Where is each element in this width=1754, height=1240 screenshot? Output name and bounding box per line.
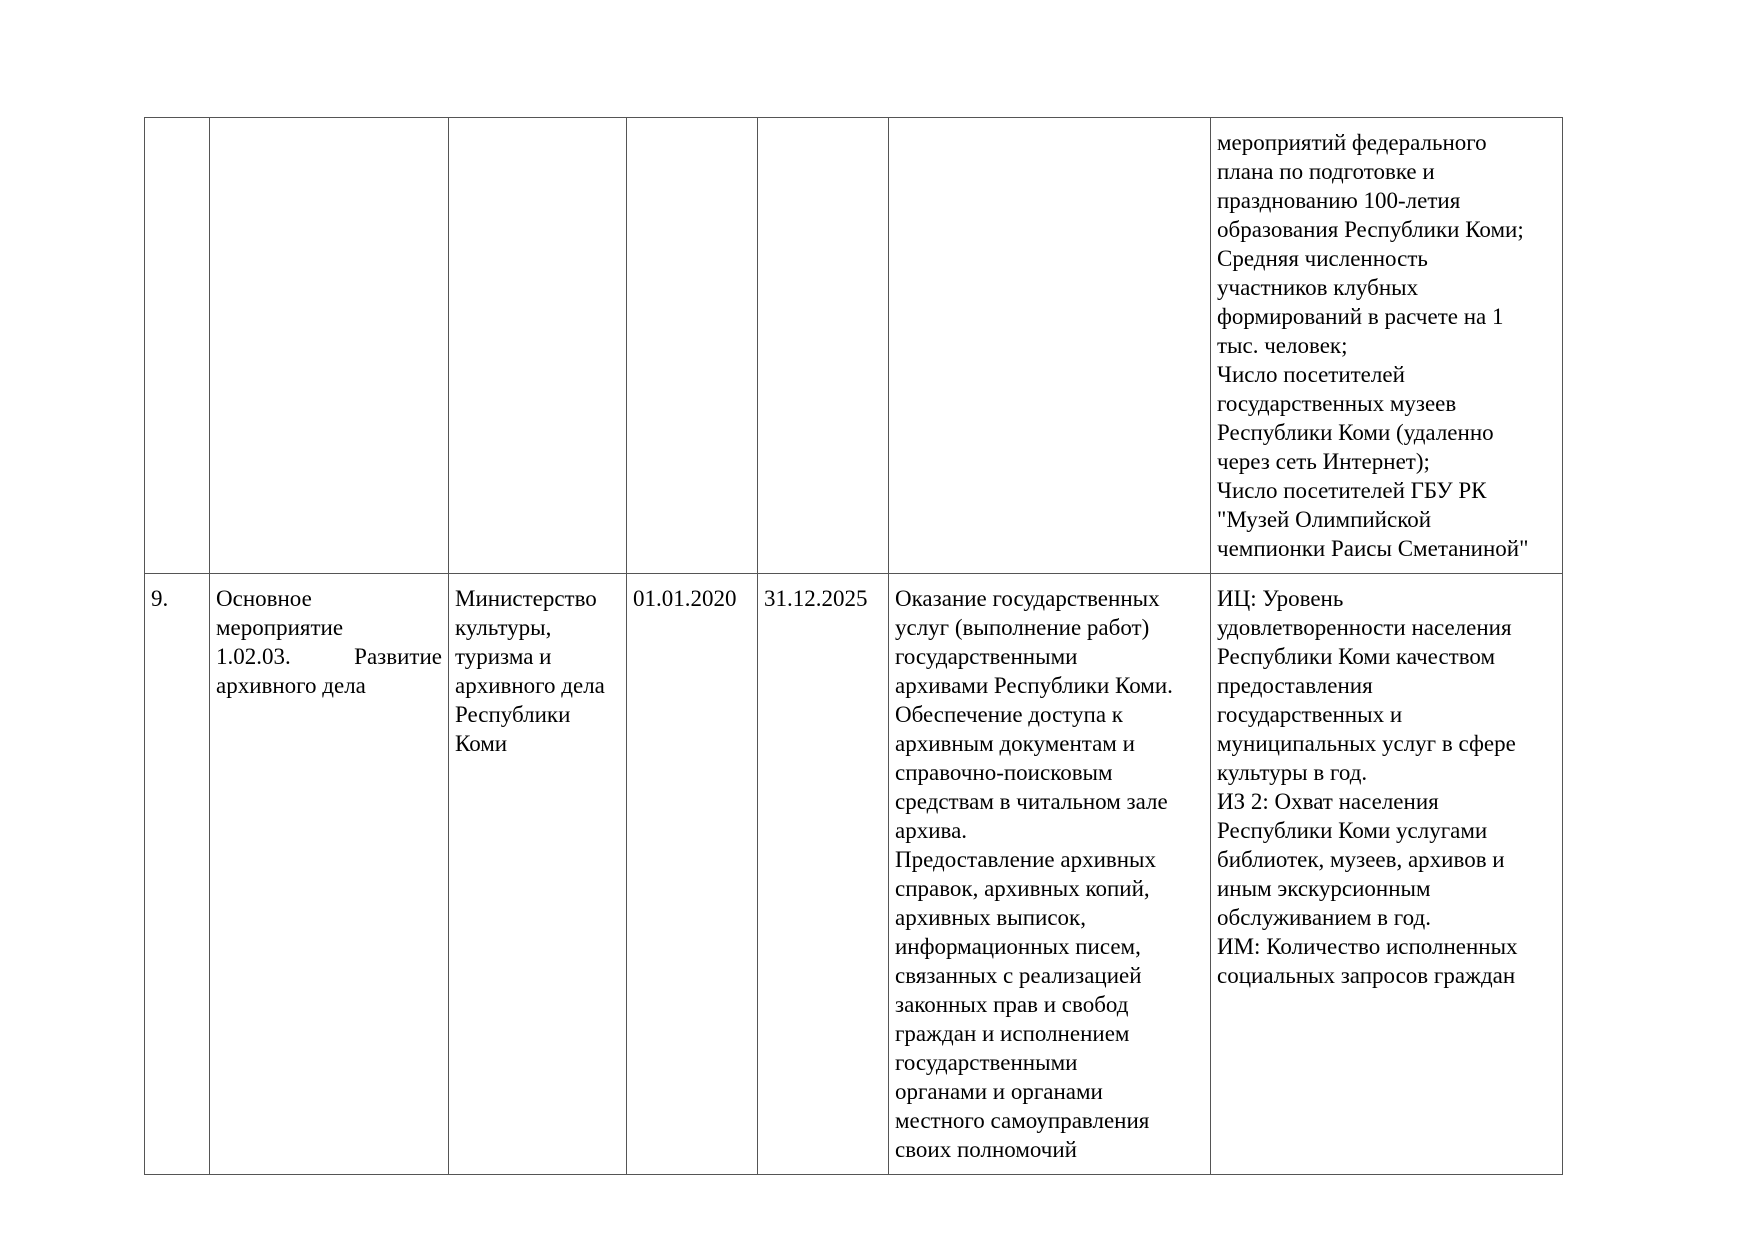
text-line: органами и органами (895, 1079, 1103, 1104)
text-line: "Музей Олимпийской (1217, 507, 1432, 532)
text-line: Республики (455, 702, 571, 727)
text-line: Республики Коми качеством (1217, 644, 1496, 669)
text-word: Развитие (354, 644, 442, 669)
text-line: архивных выписок, (895, 905, 1086, 930)
text-line: законных прав и свобод (895, 992, 1129, 1017)
text-line: культуры в год. (1217, 760, 1368, 785)
text-line: средствам в читальном зале (895, 789, 1168, 814)
text-line: муниципальных услуг в сфере (1217, 731, 1516, 756)
text-line: тыс. человек; (1217, 333, 1348, 358)
text-line: архивного дела (216, 673, 366, 698)
text-line: образования Республики Коми; (1217, 217, 1524, 242)
text-line: Республики Коми (удаленно (1217, 420, 1494, 445)
text-line: информационных писем, (895, 934, 1141, 959)
cell-executor (449, 118, 627, 574)
text-line: иным экскурсионным (1217, 876, 1431, 901)
cell-indicators (1211, 574, 1563, 1175)
text-line: Средняя численность (1217, 246, 1428, 271)
end-date: 31.12.2025 (764, 586, 868, 611)
cell-activity-name (210, 574, 449, 1175)
text-line: празднованию 100-летия (1217, 188, 1461, 213)
cell-number (145, 574, 210, 1175)
text-line: Министерство (455, 586, 597, 611)
text-line: связанных с реализацией (895, 963, 1142, 988)
text-line: государственных музеев (1217, 391, 1457, 416)
cell-end-date (758, 574, 889, 1175)
text-line: Число посетителей ГБУ РК (1217, 478, 1487, 503)
text-line: библиотек, музеев, архивов и (1217, 847, 1505, 872)
text-line: социальных запросов граждан (1217, 963, 1516, 988)
text-line: Республики Коми услугами (1217, 818, 1488, 843)
text-line: обслуживанием в год. (1217, 905, 1431, 930)
text-line: государственными (895, 644, 1078, 669)
cell-start-date (627, 118, 758, 574)
activity-code: 1.02.03. (216, 644, 291, 669)
text-line: удовлетворенности населения (1217, 615, 1512, 640)
text-line: предоставления (1217, 673, 1373, 698)
text-line: мероприятие (216, 615, 344, 640)
text-line: туризма и (455, 644, 552, 669)
text-line: ИЗ 2: Охват населения (1217, 789, 1439, 814)
text-line: через сеть Интернет); (1217, 449, 1430, 474)
text-line: архивного дела (455, 673, 605, 698)
table-row-9 (145, 574, 1563, 1175)
text-line: своих полномочий (895, 1137, 1077, 1162)
text-line: ИЦ: Уровень (1217, 586, 1344, 611)
text-line: граждан и исполнением (895, 1021, 1130, 1046)
text-line: местного самоуправления (895, 1108, 1150, 1133)
text-line-justified (216, 642, 442, 671)
text-line: государственными (895, 1050, 1078, 1075)
cell-executor (449, 574, 627, 1175)
cell-indicators (1211, 118, 1563, 574)
text-line: Коми (455, 731, 508, 756)
program-activities-table (144, 117, 1563, 1175)
text-line: чемпионки Раисы Сметаниной" (1217, 536, 1529, 561)
text-line: архивами Республики Коми. (895, 673, 1173, 698)
text-line: участников клубных (1217, 275, 1419, 300)
cell-expected-result (889, 574, 1211, 1175)
text-line: Число посетителей (1217, 362, 1405, 387)
cell-end-date (758, 118, 889, 574)
text-line: культуры, (455, 615, 552, 640)
cell-activity-name (210, 118, 449, 574)
cell-number (145, 118, 210, 574)
text-line: архивным документам и (895, 731, 1135, 756)
text-line: плана по подготовке и (1217, 159, 1435, 184)
text-line: Основное (216, 586, 312, 611)
table-row-continuation (145, 118, 1563, 574)
cell-start-date (627, 574, 758, 1175)
cell-expected-result (889, 118, 1211, 574)
text-line: Предоставление архивных (895, 847, 1156, 872)
text-line: справочно-поисковым (895, 760, 1113, 785)
row-number: 9. (151, 586, 169, 611)
text-line: справок, архивных копий, (895, 876, 1150, 901)
start-date: 01.01.2020 (633, 586, 737, 611)
text-line: ИМ: Количество исполненных (1217, 934, 1518, 959)
text-line: услуг (выполнение работ) (895, 615, 1150, 640)
text-line: Оказание государственных (895, 586, 1160, 611)
text-line: Обеспечение доступа к (895, 702, 1123, 727)
text-line: архива. (895, 818, 968, 843)
text-line: формирований в расчете на 1 (1217, 304, 1504, 329)
text-line: государственных и (1217, 702, 1403, 727)
text-line: мероприятий федерального (1217, 130, 1487, 155)
